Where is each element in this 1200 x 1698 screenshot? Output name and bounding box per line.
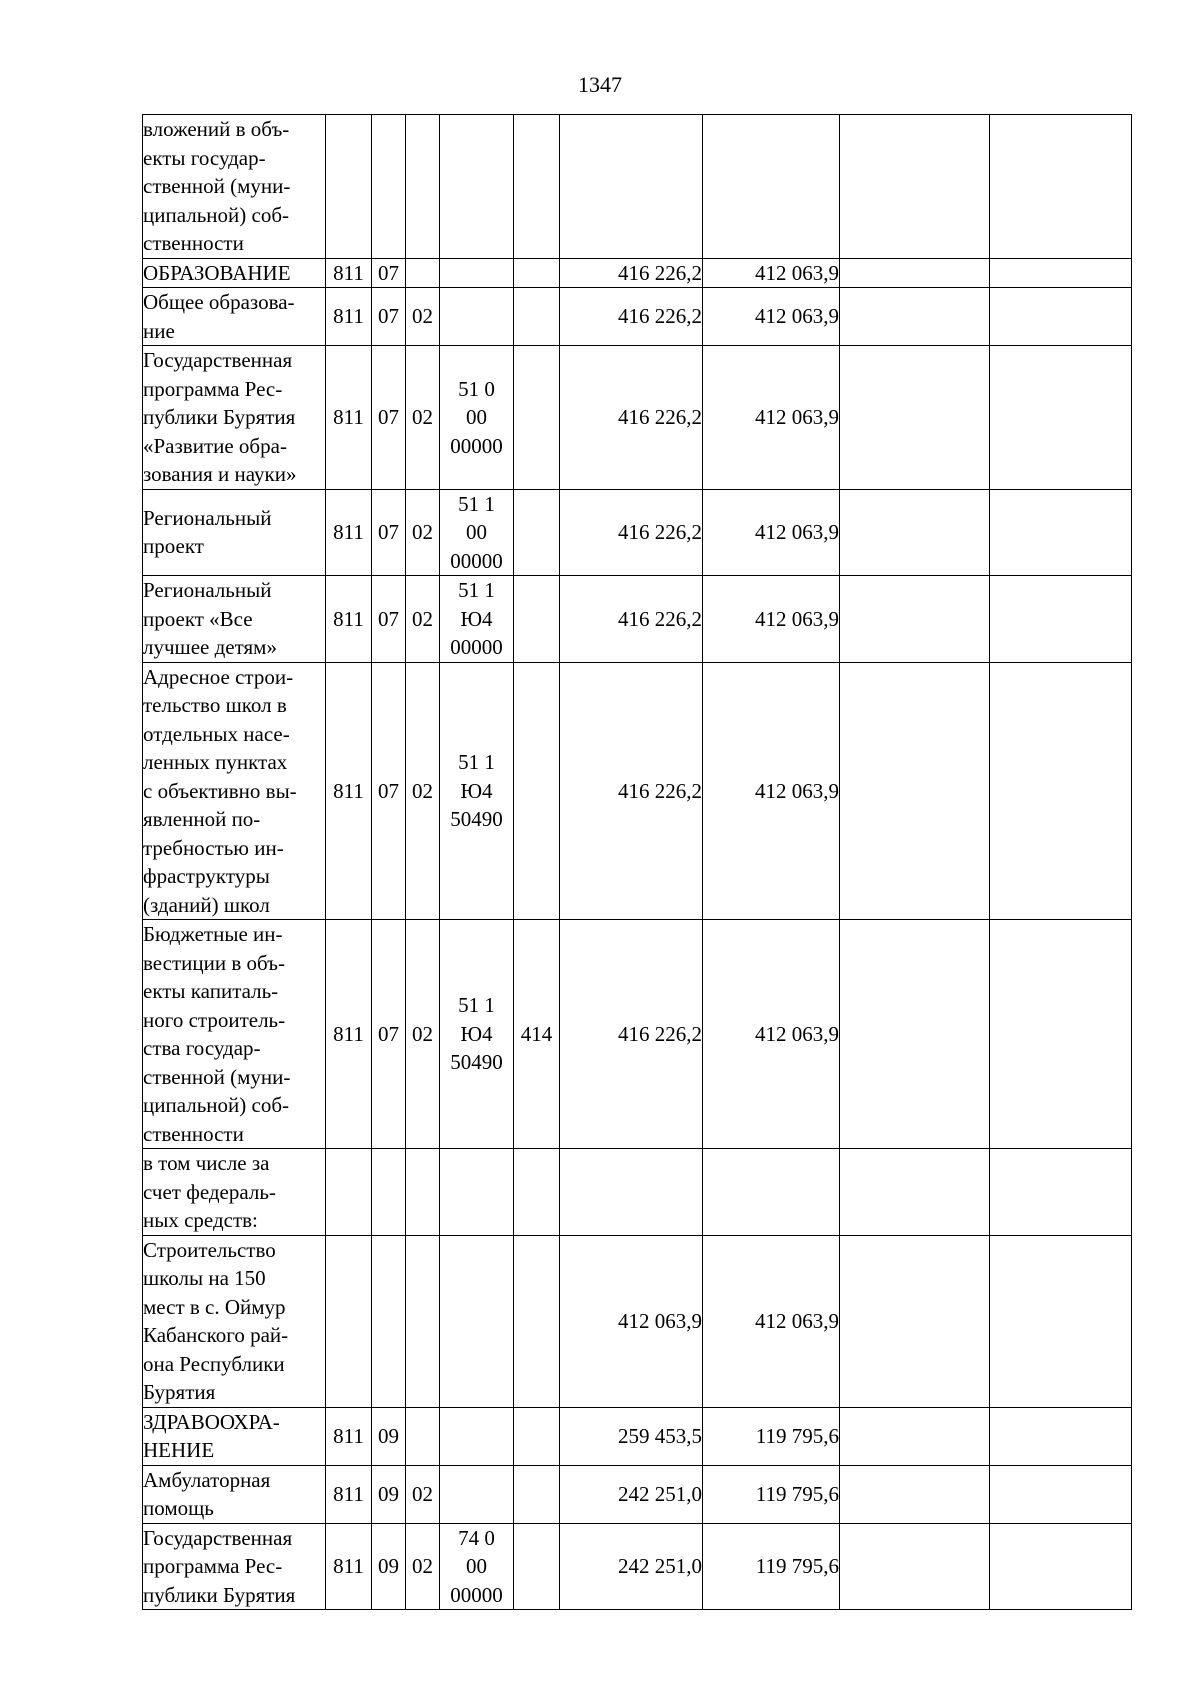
section-code-cell: 09 <box>372 1465 406 1523</box>
target-code-cell <box>440 1523 514 1610</box>
section-code-cell <box>372 1235 406 1407</box>
section-code-cell: 07 <box>372 662 406 920</box>
budget-table-body <box>143 115 1132 1610</box>
subsection-code-cell: 02 <box>406 920 440 1149</box>
extra-column-1-cell <box>840 1407 990 1465</box>
item-name: ОБРАЗОВАНИЕ <box>143 260 291 285</box>
extra-column-2-cell <box>990 288 1132 346</box>
ministry-code-cell <box>326 1235 372 1407</box>
table-row <box>143 1149 1132 1236</box>
extra-column-2-cell <box>990 346 1132 490</box>
expense-type-cell <box>514 346 560 490</box>
item-name-cell <box>143 1149 326 1236</box>
amount-2-cell: 119 795,6 <box>703 1523 840 1610</box>
amount-2-cell: 412 063,9 <box>703 1235 840 1407</box>
amount-1-cell: 242 251,0 <box>560 1465 703 1523</box>
target-code-part: 00 <box>466 1554 487 1578</box>
item-name: Бюджетные ин- вестиции в объ- екты капиталь- ного строитель- ства государ- ственной (муни- ципальной) соб- ственности <box>143 922 291 1146</box>
section-code-cell: 07 <box>372 489 406 576</box>
section-code-cell: 07 <box>372 258 406 288</box>
target-code-part: 00000 <box>450 635 503 659</box>
section-code-cell: 07 <box>372 576 406 663</box>
amount-1-cell: 416 226,2 <box>560 288 703 346</box>
section-code-cell: 07 <box>372 920 406 1149</box>
table-row <box>143 662 1132 920</box>
extra-column-2-cell <box>990 1149 1132 1236</box>
ministry-code-cell: 811 <box>326 346 372 490</box>
target-code-part: 00000 <box>450 1582 503 1607</box>
item-name: Государственная программа Рес- публики Бурятия «Развитие обра- зования и науки» <box>143 348 297 486</box>
amount-2-cell: 412 063,9 <box>703 258 840 288</box>
section-code-cell: 07 <box>372 288 406 346</box>
item-name: Строительство школы на 150 мест в с. Оймур Кабанского рай- она Республики Бурятия <box>143 1237 289 1404</box>
extra-column-2-cell <box>990 1235 1132 1407</box>
subsection-code-cell: 02 <box>406 1465 440 1523</box>
target-code-part: 00 <box>466 520 487 544</box>
amount-2-cell <box>703 115 840 259</box>
subsection-code-cell: 02 <box>406 576 440 663</box>
extra-column-1-cell <box>840 920 990 1149</box>
item-name-cell <box>143 258 326 288</box>
amount-1-cell: 416 226,2 <box>560 920 703 1149</box>
extra-column-1-cell <box>840 662 990 920</box>
subsection-code-cell <box>406 258 440 288</box>
item-name-cell <box>143 1523 326 1610</box>
item-name: Амбулаторная помощь <box>143 1467 271 1520</box>
table-row <box>143 288 1132 346</box>
subsection-code-cell: 02 <box>406 288 440 346</box>
extra-column-1-cell <box>840 1465 990 1523</box>
subsection-code-cell <box>406 1235 440 1407</box>
table-row <box>143 1523 1132 1610</box>
table-row <box>143 346 1132 490</box>
extra-column-1-cell <box>840 1235 990 1407</box>
extra-column-1-cell <box>840 489 990 576</box>
target-code-part: 51 1 <box>458 491 495 516</box>
item-name: Государственная программа Рес- публики Бурятия <box>143 1525 296 1607</box>
item-name-cell <box>143 288 326 346</box>
target-code-cell <box>440 1149 514 1236</box>
extra-column-1-cell <box>840 258 990 288</box>
target-code-cell <box>440 258 514 288</box>
extra-column-1-cell <box>840 346 990 490</box>
target-code-part: 00 <box>466 405 487 429</box>
amount-1-cell: 412 063,9 <box>560 1235 703 1407</box>
item-name-cell <box>143 115 326 259</box>
item-name-cell <box>143 1407 326 1465</box>
target-code-cell <box>440 1235 514 1407</box>
expense-type-cell <box>514 489 560 576</box>
amount-1-cell: 416 226,2 <box>560 258 703 288</box>
amount-2-cell: 412 063,9 <box>703 489 840 576</box>
target-code-cell <box>440 576 514 663</box>
target-code-cell <box>440 115 514 259</box>
item-name: Общее образова- ние <box>143 290 295 343</box>
ministry-code-cell: 811 <box>326 576 372 663</box>
page-number: 1347 <box>578 72 622 97</box>
subsection-code-cell <box>406 1149 440 1236</box>
item-name: ЗДРАВООХРА- НЕНИЕ <box>143 1409 280 1462</box>
amount-1-cell: 416 226,2 <box>560 489 703 576</box>
expense-type-cell <box>514 1235 560 1407</box>
amount-2-cell: 412 063,9 <box>703 346 840 490</box>
target-code-part: Ю4 <box>460 778 493 803</box>
ministry-code-cell: 811 <box>326 258 372 288</box>
amount-2-cell: 412 063,9 <box>703 920 840 1149</box>
extra-column-2-cell <box>990 258 1132 288</box>
item-name-cell <box>143 1465 326 1523</box>
section-code-cell: 09 <box>372 1407 406 1465</box>
ministry-code-cell: 811 <box>326 489 372 576</box>
amount-1-cell: 416 226,2 <box>560 576 703 663</box>
item-name-cell <box>143 576 326 663</box>
section-code-cell: 09 <box>372 1523 406 1610</box>
table-row <box>143 1235 1132 1407</box>
extra-column-2-cell <box>990 1407 1132 1465</box>
target-code-part: 74 0 <box>458 1525 495 1550</box>
section-code-cell <box>372 1149 406 1236</box>
extra-column-2-cell <box>990 1523 1132 1610</box>
amount-1-cell <box>560 1149 703 1236</box>
expense-type-cell <box>514 1465 560 1523</box>
target-code-part: 50490 <box>450 807 503 831</box>
target-code-cell <box>440 1465 514 1523</box>
ministry-code-cell <box>326 1149 372 1236</box>
ministry-code-cell: 811 <box>326 920 372 1149</box>
item-name-cell <box>143 1235 326 1407</box>
ministry-code-cell: 811 <box>326 1523 372 1610</box>
item-name-cell <box>143 662 326 920</box>
amount-2-cell: 412 063,9 <box>703 662 840 920</box>
subsection-code-cell <box>406 1407 440 1465</box>
target-code-cell <box>440 1407 514 1465</box>
subsection-code-cell: 02 <box>406 346 440 490</box>
section-code-cell: 07 <box>372 346 406 490</box>
item-name: в том числе за счет федераль- ных средств: <box>143 1151 276 1232</box>
extra-column-2-cell <box>990 115 1132 259</box>
amount-1-cell <box>560 115 703 259</box>
amount-2-cell: 412 063,9 <box>703 576 840 663</box>
item-name-cell <box>143 489 326 576</box>
extra-column-1-cell <box>840 288 990 346</box>
subsection-code-cell: 02 <box>406 1523 440 1610</box>
target-code-part: Ю4 <box>460 606 493 631</box>
ministry-code-cell <box>326 115 372 259</box>
expense-type-cell <box>514 662 560 920</box>
amount-1-cell: 416 226,2 <box>560 662 703 920</box>
amount-2-cell <box>703 1149 840 1236</box>
item-name-cell <box>143 346 326 490</box>
table-row <box>143 920 1132 1149</box>
expense-type-cell <box>514 258 560 288</box>
target-code-part: 51 1 <box>458 578 495 602</box>
expense-type-cell <box>514 1407 560 1465</box>
extra-column-2-cell <box>990 576 1132 663</box>
target-code-cell <box>440 662 514 920</box>
amount-2-cell: 412 063,9 <box>703 288 840 346</box>
target-code-part: 00000 <box>450 548 503 573</box>
extra-column-1-cell <box>840 115 990 259</box>
extra-column-2-cell <box>990 920 1132 1149</box>
target-code-part: 51 1 <box>458 750 495 774</box>
target-code-part: Ю4 <box>460 1021 493 1046</box>
amount-1-cell: 242 251,0 <box>560 1523 703 1610</box>
target-code-cell <box>440 489 514 576</box>
target-code-cell <box>440 920 514 1149</box>
expense-type-cell <box>514 576 560 663</box>
subsection-code-cell: 02 <box>406 662 440 920</box>
budget-table <box>142 114 1132 1610</box>
target-code-part: 50490 <box>450 1050 503 1075</box>
target-code-part: 51 1 <box>458 993 495 1018</box>
expense-type-cell <box>514 288 560 346</box>
table-row <box>143 258 1132 288</box>
amount-2-cell: 119 795,6 <box>703 1407 840 1465</box>
expense-type-cell <box>514 1149 560 1236</box>
ministry-code-cell: 811 <box>326 662 372 920</box>
item-name: Адресное строи- тельство школ в отдельных насе- ленных пунктах с объективно вы- явленной по- требностью ин- фраструктуры (зданий) школ <box>143 664 297 917</box>
table-row <box>143 1465 1132 1523</box>
amount-1-cell: 416 226,2 <box>560 346 703 490</box>
subsection-code-cell <box>406 115 440 259</box>
table-row <box>143 115 1132 259</box>
item-name: Региональный проект <box>143 505 272 559</box>
target-code-part: 00000 <box>450 433 503 458</box>
extra-column-2-cell <box>990 662 1132 920</box>
extra-column-1-cell <box>840 1149 990 1236</box>
item-name-cell <box>143 920 326 1149</box>
extra-column-1-cell <box>840 1523 990 1610</box>
item-name: вложений в объ- екты государ- ственной (муни- ципальной) соб- ственности <box>143 117 291 255</box>
expense-type-cell <box>514 1523 560 1610</box>
section-code-cell <box>372 115 406 259</box>
amount-2-cell: 119 795,6 <box>703 1465 840 1523</box>
target-code-part: 51 0 <box>458 376 495 401</box>
expense-type-cell: 414 <box>514 920 560 1149</box>
table-row <box>143 489 1132 576</box>
extra-column-2-cell <box>990 489 1132 576</box>
extra-column-1-cell <box>840 576 990 663</box>
expense-type-cell <box>514 115 560 259</box>
ministry-code-cell: 811 <box>326 288 372 346</box>
extra-column-2-cell <box>990 1465 1132 1523</box>
amount-1-cell: 259 453,5 <box>560 1407 703 1465</box>
table-row <box>143 576 1132 663</box>
table-row <box>143 1407 1132 1465</box>
target-code-cell <box>440 288 514 346</box>
subsection-code-cell: 02 <box>406 489 440 576</box>
target-code-cell <box>440 346 514 490</box>
item-name: Региональный проект «Все лучшее детям» <box>143 578 277 659</box>
ministry-code-cell: 811 <box>326 1407 372 1465</box>
ministry-code-cell: 811 <box>326 1465 372 1523</box>
